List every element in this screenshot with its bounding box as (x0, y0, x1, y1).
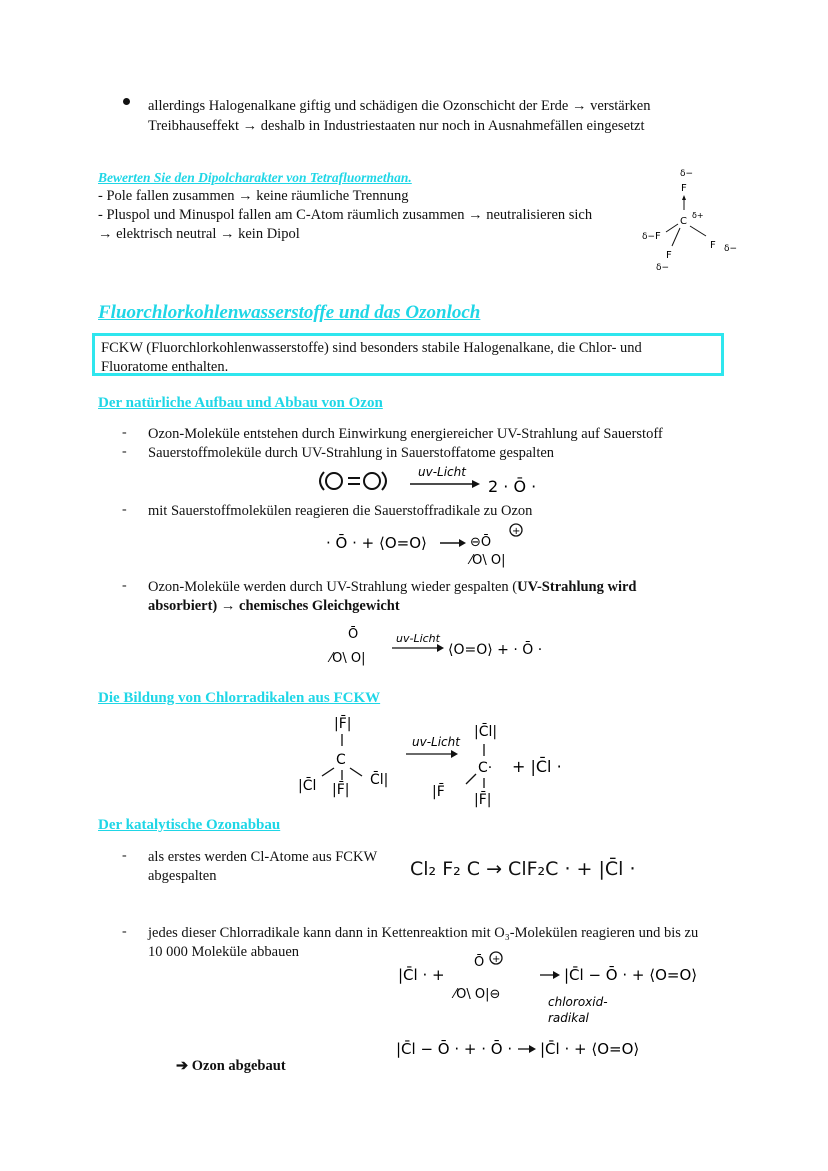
dash-icon: - (122, 848, 127, 863)
oxygen-radicals: 2 · Ō · (488, 477, 537, 496)
dash-icon: - (122, 444, 127, 459)
fluorine-top: F (681, 183, 687, 194)
svg-text:Ō: Ō (348, 627, 359, 642)
dash-icon: - (122, 578, 127, 593)
equation-ozone-splitting (326, 622, 556, 674)
carbon-atom: C (680, 216, 687, 227)
natural-item-4-line-1: Ozon-Moleküle werden durch UV-Strahlung wieder gespalten (UV-Strahlung wird (148, 579, 637, 595)
natural-item-2: Sauerstoffmoleküle durch UV-Strahlung in Sauerstoffatome gespalten (148, 445, 555, 461)
bond-right (690, 226, 706, 236)
natural-item-3: mit Sauerstoffmolekülen reagieren die Sauerstoffradikale zu Ozon (148, 503, 533, 519)
delta-minus-right: δ− (724, 244, 738, 254)
equation-cl-cleavage: Cl₂ F₂ C → ClF₂C · + |C̄l · (410, 858, 636, 880)
equation-chlorine-regeneration (392, 1034, 692, 1064)
section-heading-catalytic: Der katalytische Ozonabbau (98, 817, 281, 833)
delta-minus-left: δ− (642, 232, 656, 242)
dash-icon: - (122, 924, 127, 939)
tetrafluormethan-diagram (636, 162, 746, 274)
catalytic-item-1-line-1: als erstes werden Cl-Atome aus FCKW (148, 849, 378, 865)
svg-text:|F̄: |F̄ (432, 784, 445, 800)
equation-chlorine-radical-formation (294, 712, 594, 808)
definition-line-2: Fluoratome enthalten. (101, 359, 229, 375)
svg-text:⁄O\ O|: ⁄O\ O| (330, 651, 366, 666)
answer-line-3: → elektrisch neutral → kein Dipol (98, 226, 300, 242)
svg-text:|F̄|: |F̄| (332, 782, 350, 798)
svg-text:⁄O\ O|⊖: ⁄O\ O|⊖ (454, 987, 501, 1002)
bond-bottom (672, 228, 680, 246)
arrow-icon: ➔ (176, 1058, 189, 1074)
delta-plus: δ+ (692, 211, 704, 220)
section-heading-natural: Der natürliche Aufbau und Abbau von Ozon (98, 395, 383, 411)
svg-text:|C̄l|: |C̄l| (474, 724, 498, 740)
svg-text:+: + (492, 954, 501, 965)
svg-text:|F̄|: |F̄| (334, 716, 352, 732)
dash-icon: - (122, 502, 127, 517)
fluorine-right: F (710, 240, 716, 251)
svg-text:⊖Ō: ⊖Ō (470, 535, 492, 550)
definition-box (92, 333, 724, 376)
chlorine-radical-product: + |C̄l · (512, 757, 562, 776)
equation-oxygen-splitting (310, 462, 550, 500)
svg-text:|C̄l · + ⟨O=O⟩: |C̄l · + ⟨O=O⟩ (540, 1040, 640, 1058)
uv-light-label: uv-Licht (396, 632, 440, 645)
svg-text:|C̄l − Ō · + ⟨O=O⟩: |C̄l − Ō · + ⟨O=O⟩ (564, 966, 698, 984)
delta-minus-bottom: δ− (656, 263, 670, 273)
natural-item-1: Ozon-Moleküle entstehen durch Einwirkung energiereicher UV-Strahlung auf Sauerstoff (148, 426, 663, 442)
dash-icon: - (122, 425, 127, 440)
answer-line-2: - Pluspol und Minuspol fallen am C-Atom räumlich zusammen → neutralisieren sich (98, 207, 593, 223)
arrow-top (682, 195, 686, 200)
answer-line-1: - Pole fallen zusammen → keine räumliche Trennung (98, 188, 409, 204)
intro-line-2: Treibhauseffekt → deshalb in Industriestaaten nur noch in Ausnahmefällen eingesetzt (148, 118, 645, 134)
catalytic-item-2-line-1: jedes dieser Chlorradikale kann dann in Kettenreaktion mit O₃-Molekülen reagieren und bis zu (148, 925, 699, 941)
catalytic-item-2-line-2: 10 000 Moleküle abbauen (148, 944, 300, 960)
section-heading-fckw: Fluorchlorkohlenwasserstoffe und das Ozonloch (98, 302, 481, 323)
delta-minus-top: δ− (680, 169, 694, 179)
catalytic-item-1-line-2: abgespalten (148, 868, 217, 884)
svg-text:⟨O=O⟩ + · Ō ·: ⟨O=O⟩ + · Ō · (448, 642, 543, 658)
fluorine-bottom: F (666, 250, 672, 261)
definition-line-1: FCKW (Fluorchlorkohlenwasserstoffe) sind besonders stabile Halogenalkane, die Chlor- und (101, 340, 642, 356)
svg-text:+: + (512, 526, 521, 537)
svg-text:C·: C· (478, 760, 493, 776)
svg-text:⁄O\ O|: ⁄O\ O| (470, 553, 506, 568)
fluorine-left: F (655, 231, 661, 242)
equation-ozone-formation (322, 518, 542, 568)
svg-text:|C̄l − Ō · + · Ō ·: |C̄l − Ō · + · Ō · (396, 1040, 513, 1058)
intro-line-1: allerdings Halogenalkane giftig und schädigen die Ozonschicht der Erde → verstärken (148, 98, 651, 114)
question-title: Bewerten Sie den Dipolcharakter von Tetrafluormethan. (98, 170, 412, 185)
equation-chlorine-ozone (394, 948, 714, 1028)
chloroxid-label-1: chloroxid- (548, 995, 608, 1009)
bullet-icon (123, 98, 130, 105)
svg-text:|C̄l · +: |C̄l · + (398, 966, 445, 984)
svg-text:C̄l|: C̄l| (370, 772, 389, 788)
svg-text:Ō: Ō (474, 955, 485, 970)
uv-light-label: uv-Licht (418, 465, 466, 479)
svg-text:|F̄|: |F̄| (474, 792, 492, 808)
chloroxid-label-2: radikal (548, 1011, 589, 1025)
uv-light-label: uv-Licht (412, 735, 460, 749)
conclusion: ➔ Ozon abgebaut (176, 1058, 286, 1074)
section-heading-radicals: Die Bildung von Chlorradikalen aus FCKW (98, 690, 381, 706)
svg-text:· Ō · + ⟨O=O⟩: · Ō · + ⟨O=O⟩ (326, 534, 427, 552)
bond-left (666, 224, 678, 232)
svg-text:|C̄l: |C̄l (298, 778, 317, 794)
svg-text:C: C (336, 752, 346, 768)
natural-item-4-line-2: absorbiert) → chemisches Gleichgewicht (148, 598, 400, 614)
